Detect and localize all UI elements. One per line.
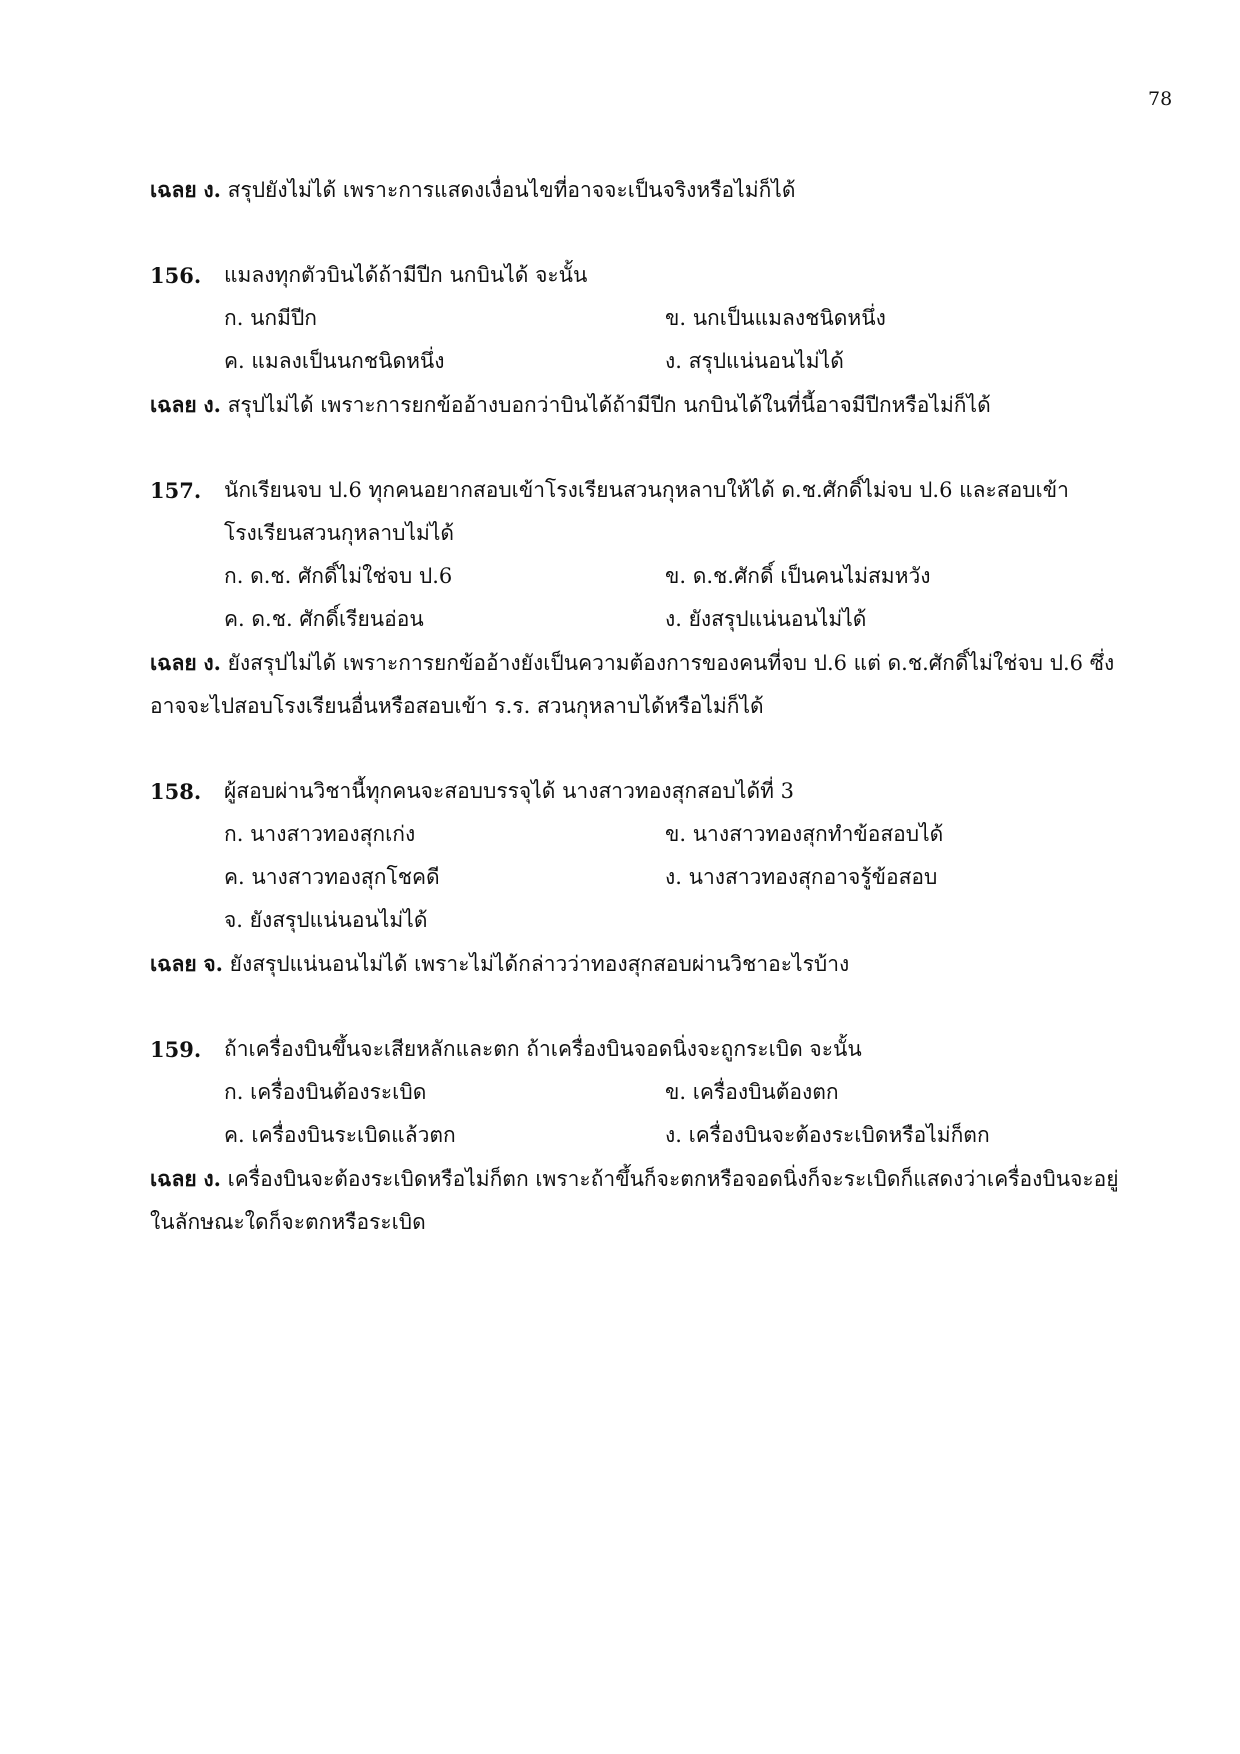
question-text-cont: โรงเรียนสวนกุหลาบไม่ได้ [224,521,455,545]
answer-text: สรุปยังไม่ได้ เพราะการแสดงเงื่อนไขที่อาจจะเป็นจริงหรือไม่ก็ได้ [227,178,796,202]
option-c: ค. แมลงเป็นนกชนิดหนึ่ง [224,349,445,373]
option-a: ก. นกมีปีก [224,306,318,330]
answer-choice: จ. [203,951,223,976]
option-b: ข. นางสาวทองสุกทำข้อสอบได้ [665,822,944,846]
answer [150,383,1163,427]
question-text: ถ้าเครื่องบินขึ้นจะเสียหลักและตก ถ้าเครื่องบินจอดนิ่งจะถูกระเบิด จะนั้น [224,1037,862,1061]
answer-text: เครื่องบินจะต้องระเบิดหรือไม่ก็ตก เพราะถ้าขึ้นก็จะตกหรือจอดนิ่งก็จะระเบิดก็แสดงว่าเครื่องบินจะอยู่ [227,1167,1119,1191]
answer [150,942,1163,986]
option-a: ก. นางสาวทองสุกเก่ง [224,822,416,846]
question-number: 156. [150,263,202,288]
option-a: ก. เครื่องบินต้องระเบิด [224,1080,427,1104]
option-d: ง. นางสาวทองสุกอาจรู้ข้อสอบ [665,865,938,889]
answer-label: เฉลย [150,650,197,675]
option-b: ข. เครื่องบินต้องตก [665,1080,839,1104]
question-159 [150,1028,1163,1244]
question-text: ผู้สอบผ่านวิชานี้ทุกคนจะสอบบรรจุได้ นางสาวทองสุกสอบได้ที่ 3 [224,779,794,803]
answer-label: เฉลย [150,392,197,417]
prev-answer [150,168,1163,212]
answer [150,1157,1163,1201]
option-c: ค. เครื่องบินระเบิดแล้วตก [224,1123,456,1147]
answer-choice: ง. [203,1166,221,1191]
page-number: 78 [1148,88,1173,110]
answer [150,641,1163,685]
question-number: 159. [150,1037,202,1062]
answer-choice: ง. [203,177,221,202]
question-157 [150,469,1163,728]
page-content [150,168,1163,1244]
question-text: นักเรียนจบ ป.6 ทุกคนอยากสอบเข้าโรงเรียนสวนกุหลาบให้ได้ ด.ช.ศักดิ์ไม่จบ ป.6 และสอบเข้า [224,478,1069,502]
question-156 [150,254,1163,427]
answer-label: เฉลย [150,177,197,202]
option-e: จ. ยังสรุปแน่นอนไม่ได้ [224,908,428,932]
answer-text: ยังสรุปแน่นอนไม่ได้ เพราะไม่ได้กล่าวว่าทองสุกสอบผ่านวิชาอะไรบ้าง [229,952,850,976]
answer-text-cont: อาจจะไปสอบโรงเรียนอื่นหรือสอบเข้า ร.ร. สวนกุหลาบได้หรือไม่ก็ได้ [150,694,764,718]
answer-choice: ง. [203,392,221,417]
answer-label: เฉลย [150,951,197,976]
question-text: แมลงทุกตัวบินได้ถ้ามีปีก นกบินได้ จะนั้น [224,263,588,287]
option-d: ง. สรุปแน่นอนไม่ได้ [665,349,844,373]
answer-text-cont: ในลักษณะใดก็จะตกหรือระเบิด [150,1210,426,1234]
answer-choice: ง. [203,650,221,675]
option-c: ค. ด.ช. ศักดิ์เรียนอ่อน [224,607,424,631]
option-d: ง. ยังสรุปแน่นอนไม่ได้ [665,607,867,631]
option-b: ข. นกเป็นแมลงชนิดหนึ่ง [665,306,886,330]
answer-text: สรุปไม่ได้ เพราะการยกข้ออ้างบอกว่าบินได้ถ้ามีปีก นกบินได้ในที่นี้อาจมีปีกหรือไม่ก็ได้ [227,393,991,417]
question-number: 157. [150,478,202,503]
option-c: ค. นางสาวทองสุกโชคดี [224,865,440,889]
answer-text: ยังสรุปไม่ได้ เพราะการยกข้ออ้างยังเป็นความต้องการของคนที่จบ ป.6 แต่ ด.ช.ศักดิ์ไม่ใช่จบ ป.6 ซึ่ง [227,651,1115,675]
option-b: ข. ด.ช.ศักดิ์ เป็นคนไม่สมหวัง [665,564,931,588]
question-158 [150,770,1163,986]
answer-label: เฉลย [150,1166,197,1191]
option-d: ง. เครื่องบินจะต้องระเบิดหรือไม่ก็ตก [665,1123,990,1147]
option-a: ก. ด.ช. ศักดิ์ไม่ใช่จบ ป.6 [224,564,453,588]
question-number: 158. [150,779,202,804]
